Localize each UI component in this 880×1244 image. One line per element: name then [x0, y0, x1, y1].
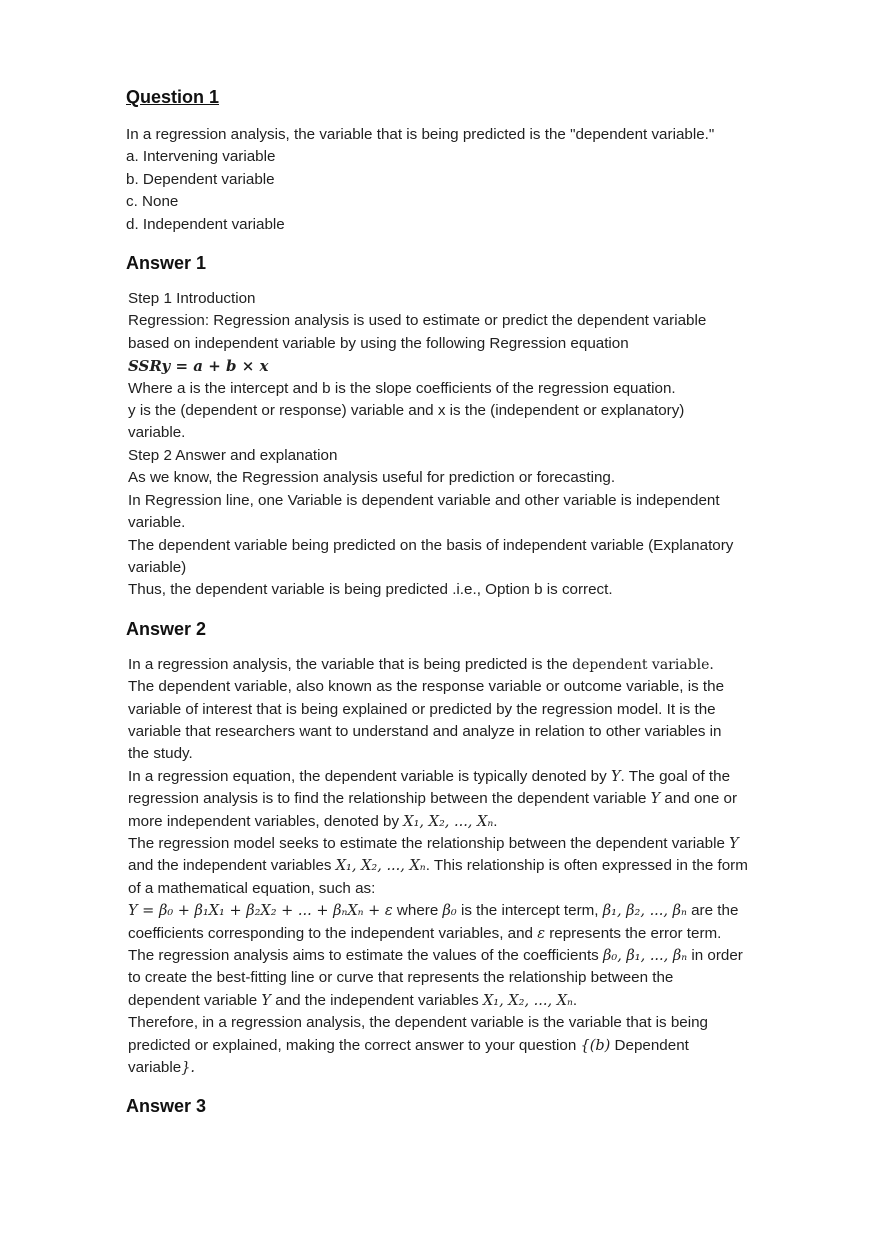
- text-segment: regression analysis is to find the relationship between the dependent variable: [128, 790, 651, 808]
- answer-1-title: Answer 1: [126, 253, 207, 274]
- document-page: [126, 84, 826, 1131]
- option-a: a. Intervening variable: [126, 148, 276, 166]
- paragraph-line: variable.: [128, 424, 186, 442]
- text-segment: .: [572, 991, 578, 1009]
- question-1-prompt: In a regression analysis, the variable that is being predicted is the "dependent variable.": [126, 126, 715, 143]
- option-c: c. None: [126, 193, 179, 211]
- text-segment: The regression model seeks to estimate the relationship between the dependent variable: [128, 834, 730, 852]
- text-segment: in order: [687, 947, 743, 964]
- text-segment: Dependent: [610, 1036, 689, 1054]
- paragraph-line: Regression: Regression analysis is used to estimate or predict the dependent variable: [128, 312, 707, 330]
- answer-2-title: Answer 2: [126, 618, 207, 639]
- math-symbol: }.: [181, 1060, 196, 1077]
- paragraph-line: In Regression line, one Variable is dependent variable and other variable is independent: [128, 491, 720, 509]
- math-symbol: Y: [261, 992, 271, 1009]
- paragraph-line: variable): [128, 558, 187, 576]
- paragraph-line: Thus, the dependent variable is being predicted .i.e., Option b is correct.: [128, 581, 613, 599]
- math-expression: β₁, β₂, ..., βₙ: [602, 903, 687, 920]
- paragraph-line: the study.: [128, 745, 193, 763]
- math-symbol: β₀: [442, 903, 457, 920]
- paragraph-line: Therefore, in a regression analysis, the dependent variable is the variable that is being: [128, 1014, 709, 1032]
- paragraph-line: [128, 900, 826, 922]
- text-segment: and the independent variables: [128, 857, 336, 875]
- paragraph-line: [128, 923, 826, 945]
- text-segment: In a regression equation, the dependent variable is typically denoted by: [128, 767, 611, 785]
- text-segment: variable: [128, 1059, 182, 1077]
- paragraph-line: [128, 990, 826, 1012]
- text-segment: are the: [686, 902, 739, 920]
- paragraph-line: [128, 1035, 826, 1057]
- question-1-title: Question 1: [126, 87, 220, 107]
- paragraph-line: [128, 811, 826, 833]
- step-1-heading: Step 1 Introduction: [128, 290, 256, 308]
- math-expression: {(b): [580, 1037, 611, 1054]
- text-segment: . The goal of the: [620, 767, 731, 785]
- paragraph-line: to create the best-fitting line or curve that represents the relationship between the: [128, 969, 674, 987]
- text-segment: where: [392, 902, 443, 920]
- text-segment: coefficients corresponding to the independent variables, and: [128, 924, 538, 942]
- text-segment: .: [493, 812, 498, 830]
- paragraph-line: As we know, the Regression analysis useful for prediction or forecasting.: [128, 469, 616, 487]
- regression-model-equation: Y = β₀ + β₁X₁ + β₂X₂ + ... + βₙXₙ + ε: [128, 903, 393, 920]
- math-symbol: Y: [729, 835, 739, 852]
- answer-3-title: Answer 3: [126, 1096, 207, 1117]
- regression-equation: SSRy = a + b × x: [128, 357, 269, 376]
- text-segment: is the intercept term,: [456, 902, 603, 920]
- paragraph-line: based on independent variable by using the following Regression equation: [128, 334, 629, 352]
- math-symbol: ε: [537, 925, 545, 942]
- paragraph-line: [128, 855, 826, 877]
- text-segment: more independent variables, denoted by: [128, 812, 404, 830]
- math-expression: X₁, X₂, ..., Xₙ: [403, 813, 494, 830]
- paragraph-line: variable of interest that is being explained or predicted by the regression model. It is the: [128, 700, 716, 718]
- paragraph-line: [128, 766, 826, 788]
- paragraph-line: variable that researchers want to understand and analyze in relation to other variables in: [128, 722, 722, 740]
- math-expression: β₀, β₁, ..., βₙ: [603, 948, 688, 964]
- text-segment: represents the error term.: [545, 924, 722, 942]
- text-segment: and the independent variables: [271, 991, 483, 1009]
- option-b: b. Dependent variable: [126, 170, 275, 188]
- paragraph-line: [128, 833, 826, 855]
- paragraph-line: [128, 945, 826, 967]
- paragraph-line: The dependent variable, also known as the response variable or outcome variable, is the: [128, 678, 725, 696]
- math-expression: X₁, X₂, ..., Xₙ: [482, 992, 573, 1009]
- paragraph-line: The dependent variable being predicted on the basis of independent variable (Explanatory: [128, 536, 734, 554]
- math-symbol: Y: [610, 768, 621, 785]
- math-symbol: Y: [650, 791, 661, 808]
- paragraph-line: [128, 654, 826, 676]
- text-segment: dependent variable: [128, 991, 262, 1009]
- answer-2-body: [126, 654, 826, 1080]
- text-segment: In a regression analysis, the variable that is being predicted is the: [128, 655, 573, 673]
- text-segment: . This relationship is often expressed in the form: [425, 857, 748, 875]
- text-segment: and one or: [660, 790, 738, 808]
- math-expression: X₁, X₂, ..., Xₙ: [335, 858, 426, 875]
- paragraph-line: variable.: [128, 514, 186, 532]
- paragraph-line: [128, 788, 826, 810]
- text-segment: The regression analysis aims to estimate the values of the coefficients: [128, 947, 603, 964]
- paragraph-line: Where a is the intercept and b is the slope coefficients of the regression equation.: [128, 379, 676, 397]
- text-segment: predicted or explained, making the correct answer to your question: [128, 1036, 581, 1054]
- paragraph-line: [128, 1057, 826, 1079]
- paragraph-line: y is the (dependent or response) variable and x is the (independent or explanatory): [128, 402, 685, 420]
- option-d: d. Independent variable: [126, 215, 285, 233]
- text-segment: dependent variable.: [572, 656, 714, 673]
- answer-1-body: [126, 288, 826, 602]
- paragraph-line: of a mathematical equation, such as:: [128, 879, 376, 897]
- step-2-heading: Step 2 Answer and explanation: [128, 446, 338, 464]
